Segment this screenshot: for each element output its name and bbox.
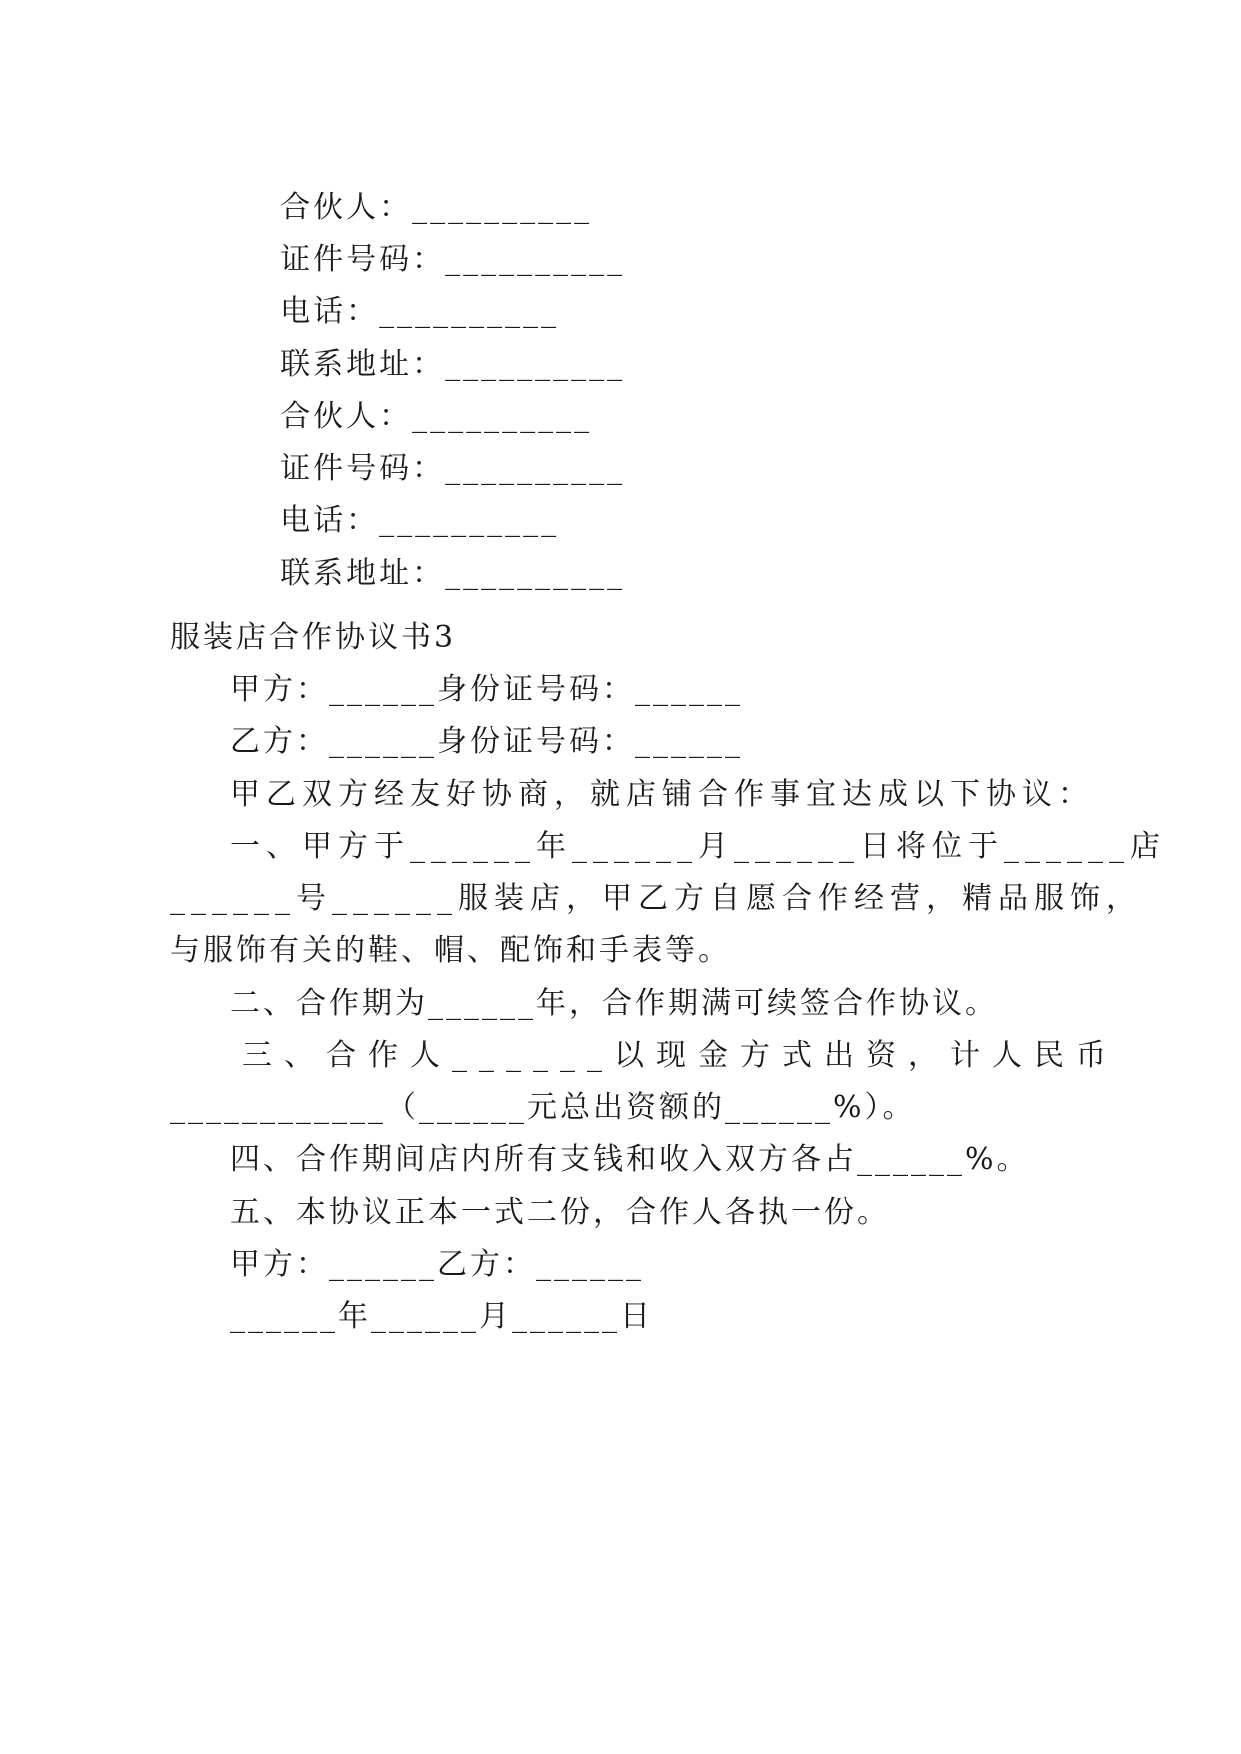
date-line: ______年______月______日 <box>230 1299 653 1334</box>
party-a-line: 甲方：______身份证号码：______ <box>230 672 743 707</box>
contact-blank: __________ <box>445 242 626 277</box>
contact-label: 合伙人： <box>280 190 413 225</box>
contact-label: 联系地址： <box>280 347 446 382</box>
clause-1-line-1: 一、甲方于______年______月______日将位于______店 <box>230 829 1166 864</box>
contact-blank: __________ <box>379 503 560 538</box>
intro-paragraph: 甲乙双方经友好协商，就店铺合作事宜达成以下协议： <box>230 777 1094 812</box>
clause-1-line-3: 与服饰有关的鞋、帽、配饰和手表等。 <box>170 933 731 968</box>
contact-blank: __________ <box>412 399 593 434</box>
contact-label: 证件号码： <box>280 451 446 486</box>
clause-5: 五、本协议正本一式二份，合作人各执一份。 <box>230 1195 890 1230</box>
clause-1-line-2: ______号______服装店，甲乙方自愿合作经营，精品服饰， <box>170 881 1142 916</box>
contact-blank: __________ <box>412 190 593 225</box>
contact-blank: __________ <box>379 294 560 329</box>
clause-4: 四、合作期间店内所有支钱和收入双方各占______%。 <box>230 1142 1030 1177</box>
clause-3-line-2: ____________（______元总出资额的______%）。 <box>170 1090 916 1125</box>
contact-blank: __________ <box>445 347 626 382</box>
party-b-line: 乙方：______身份证号码：______ <box>230 724 743 759</box>
contact-blank: __________ <box>445 451 626 486</box>
contact-label: 电话： <box>280 503 380 538</box>
contact-label: 证件号码： <box>280 242 446 277</box>
clause-2: 二、合作期为______年，合作期满可续签合作协议。 <box>230 986 998 1021</box>
contact-blank: __________ <box>445 556 626 591</box>
clause-3-line-1: 三、合作人______以现金方式出资，计人民币 <box>242 1038 1118 1073</box>
contact-label: 电话： <box>280 294 380 329</box>
contact-label: 合伙人： <box>280 399 413 434</box>
contact-label: 联系地址： <box>280 556 446 591</box>
agreement-title: 服装店合作协议书3 <box>170 620 457 655</box>
contact-line <box>230 514 625 634</box>
signature-line: 甲方：______乙方：______ <box>230 1247 644 1282</box>
